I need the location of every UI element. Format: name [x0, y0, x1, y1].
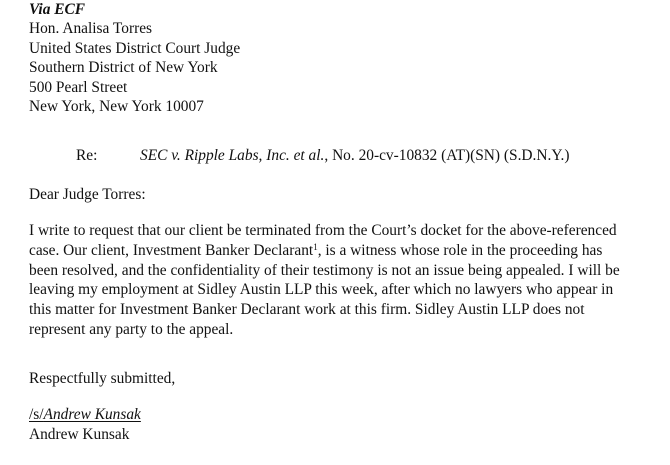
address-line: New York, New York 10007	[29, 98, 204, 116]
case-name: SEC v. Ripple Labs, Inc. et al.	[140, 147, 325, 164]
signature-name: Andrew Kunsak	[43, 406, 141, 423]
body-line-text: case. Our client, Investment Banker Declarant	[29, 241, 314, 259]
address-line: 500 Pearl Street	[29, 78, 128, 96]
body-line: been resolved, and the confidentiality of their testimony is not an issue being appealed. I will be	[29, 261, 620, 279]
signature-prefix: /s/	[29, 406, 44, 423]
footnote-marker: 1	[313, 241, 318, 252]
re-label: Re:	[76, 147, 98, 164]
body-line: represent any party to the appeal.	[29, 320, 234, 338]
body-line-text: , is a witness whose role in the proceeding has	[317, 241, 603, 259]
case-number: , No. 20-cv-10832 (AT)(SN) (S.D.N.Y.)	[324, 147, 570, 164]
address-line: Southern District of New York	[29, 59, 218, 77]
recipient-address	[29, 19, 240, 117]
body-line	[29, 241, 620, 261]
body-line: this matter for Investment Banker Declarant work at this firm. Sidley Austin LLP does not	[29, 301, 585, 319]
signer-name: Andrew Kunsak	[29, 426, 130, 443]
body-line: leaving my employment at Sidley Austin LLP this week, after which no lawyers who appear in	[29, 281, 614, 299]
re-line	[140, 146, 569, 166]
body-paragraph	[29, 221, 620, 340]
delivery-method: Via ECF	[29, 1, 86, 18]
address-line: United States District Court Judge	[29, 39, 241, 57]
salutation: Dear Judge Torres:	[29, 186, 146, 203]
closing: Respectfully submitted,	[29, 370, 176, 387]
address-line: Hon. Analisa Torres	[29, 20, 153, 37]
electronic-signature	[29, 405, 141, 425]
body-line: I write to request that our client be terminated from the Court’s docket for the above-referenced	[29, 222, 617, 239]
